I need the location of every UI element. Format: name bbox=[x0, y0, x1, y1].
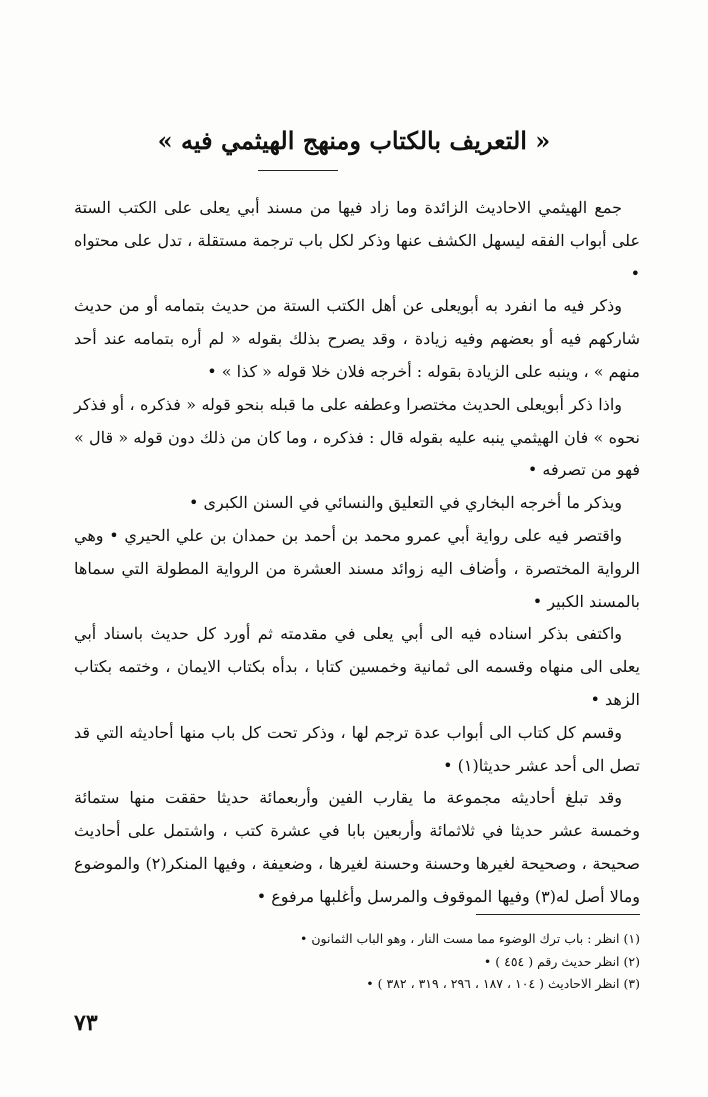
paragraph: واقتصر فيه على رواية أبي عمرو محمد بن أحمد بن حمدان بن علي الحيري • وهي الرواية المختصرة ، وأضاف اليه زوائد مسند العشرة من الرواية المطولة التي سماها بالمسند الكبير • bbox=[74, 525, 640, 611]
paragraph: وذكر فيه ما انفرد به أبويعلى عن أهل الكتب الستة من حديث بتمامه أو من حديث شاركهم فيه أو بعضهم وفيه زيادة ، وقد يصرح بذلك بقوله « لم أره بتمامه عند أحد منهم » ، وينبه على الزيادة بقوله : أخرجه فلان خلا قوله « كذا » • bbox=[74, 296, 640, 381]
footnote: (٣) انظر الاحاديث ( ١٠٤ ، ١٨٧ ، ٢٩٦ ، ٣١٩ ، ٣٨٢ ) • bbox=[366, 976, 640, 991]
footnotes bbox=[150, 928, 640, 996]
footnote-divider bbox=[476, 914, 640, 915]
footnote: (١) انظر : باب ترك الوضوء مما مست النار ، وهو الباب الثمانون • bbox=[300, 931, 640, 946]
section-title: « التعريف بالكتاب ومنهج الهيثمي فيه » bbox=[157, 126, 551, 155]
paragraph: واكتفى بذكر اسناده فيه الى أبي يعلى في مقدمته ثم أورد كل حديث باسناد أبي يعلى الى منهاه وقسمه الى ثمانية وخمسين كتابا ، بدأه بكتاب الايمان ، وختمه بكتاب الزهد • bbox=[74, 624, 640, 709]
paragraph: وقسم كل كتاب الى أبواب عدة ترجم لها ، وذكر تحت كل باب منها أحاديثه التي قد تصل الى أحد عشر حديثا(١) • bbox=[74, 722, 640, 775]
page-number: ٧٣ bbox=[74, 1010, 98, 1036]
footnote: (٢) انظر حديث رقم ( ٤٥٤ ) • bbox=[483, 953, 640, 969]
body-text bbox=[74, 192, 640, 914]
paragraph: ويذكر ما أخرجه البخاري في التعليق والنسائي في السنن الكبرى • bbox=[188, 493, 622, 513]
paragraph: وقد تبلغ أحاديثه مجموعة ما يقارب الفين وأربعمائة حديثا حققت منها ستمائة وخمسة عشر حديثا في ثلاثمائة وأربعين بابا في عشرة كتب ، واشتمل على أحاديث صحيحة ، وصحيحة لغيرها وحسنة وحسنة لغيرها ، وضعيفة ، وفيها المنكر(٢) والموضوع ومالا أصل له(٣) وفيها الموقوف والمرسل وأغلبها مرفوع • bbox=[74, 788, 641, 906]
paragraph: جمع الهيثمي الاحاديث الزائدة وما زاد فيها من مسند أبي يعلى على الكتب الستة على أبواب الفقه ليسهل الكشف عنها وذكر لكل باب ترجمة مستقلة ، تدل على محتواه • bbox=[74, 198, 640, 283]
title-underline bbox=[258, 170, 338, 171]
paragraph: واذا ذكر أبويعلى الحديث مختصرا وعطفه على ما قبله بنحو قوله « فذكره ، أو فذكر نحوه » فان الهيثمي ينبه عليه بقوله قال : فذكره ، وما كان من ذلك دون قوله « قال » فهو من تصرفه • bbox=[74, 394, 640, 480]
